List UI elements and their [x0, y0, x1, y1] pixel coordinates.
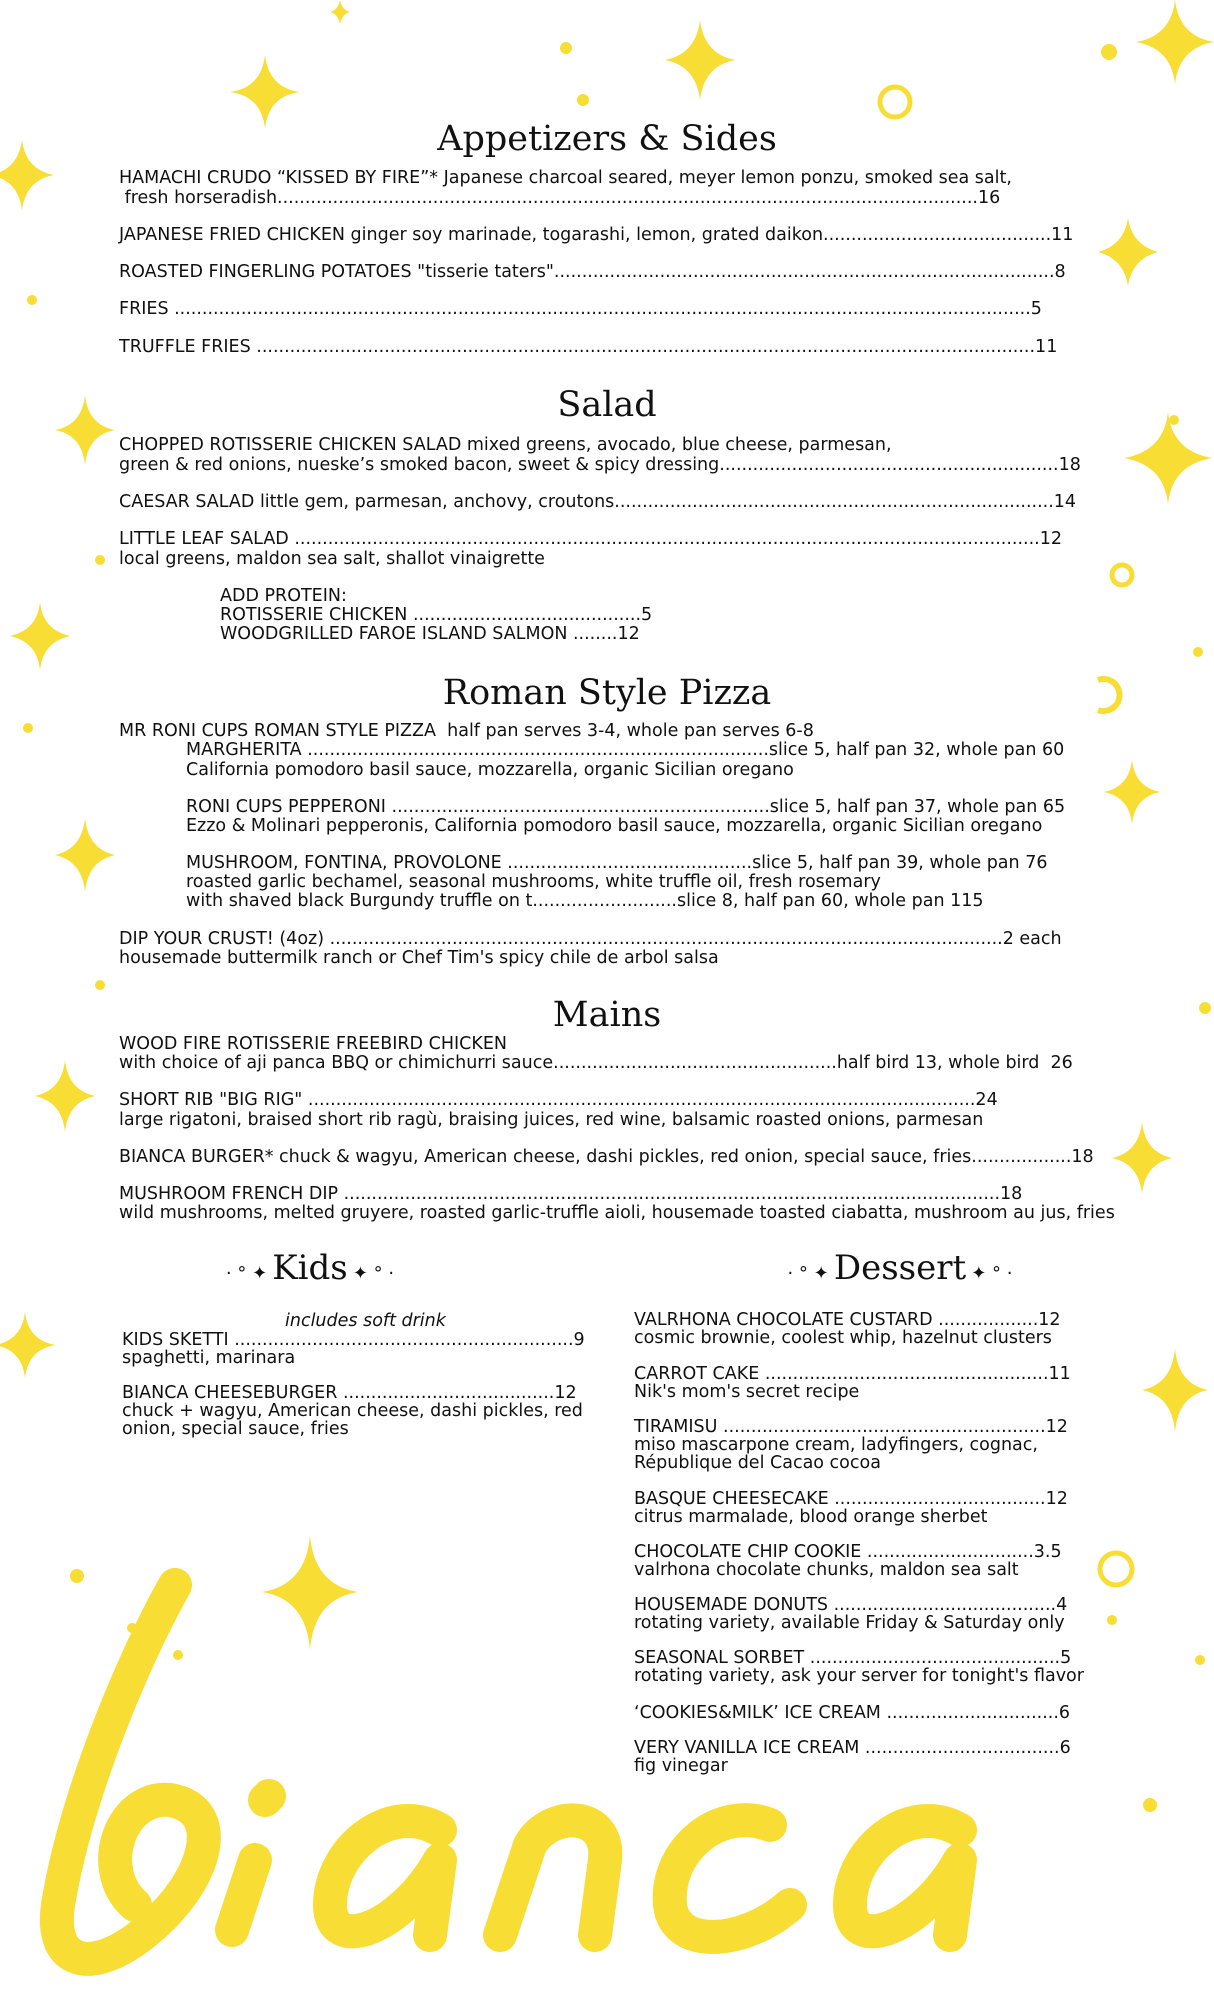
tiramisu-desc: miso mascarpone cream, ladyfingers, cognac,	[634, 1435, 1038, 1455]
dip-your-crust-item: DIP YOUR CRUST! (4oz) .........................................................................................................................2 each	[119, 929, 1062, 949]
mushroom-french-dip-desc: wild mushrooms, melted gruyere, roasted garlic-truffle aioli, housemade toasted ciabatta, mushroom au jus, fries	[119, 1203, 1115, 1223]
little-leaf-salad-desc: local greens, maldon sea salt, shallot vinaigrette	[119, 549, 545, 569]
housemade-donuts-item: HOUSEMADE DONUTS ........................................4	[634, 1595, 1068, 1615]
very-vanilla-desc: fig vinegar	[634, 1756, 728, 1776]
salad-heading: Salad	[557, 385, 657, 425]
mushroom-fontina-truffle: with shaved black Burgundy truffle on t..........................slice 8, half pan 60, whole pan 115	[186, 891, 984, 911]
carrot-cake-desc: Nik's mom's secret recipe	[634, 1382, 860, 1402]
dessert-ornament-left: · ° ✦	[787, 1263, 829, 1284]
kids-ornament-left: · ° ✦	[225, 1263, 268, 1284]
rotisserie-chicken-item: WOOD FIRE ROTISSERIE FREEBIRD CHICKEN	[119, 1034, 507, 1054]
housemade-donuts-desc: rotating variety, available Friday & Saturday only	[634, 1613, 1065, 1633]
rotisserie-chicken-desc: with choice of aji panca BBQ or chimichurri sauce...................................................half bird 13, whole bird 26	[119, 1053, 1073, 1073]
margherita-item: MARGHERITA ...................................................................................slice 5, half pan 32, whole pan 60	[186, 740, 1065, 760]
hamachi-crudo-item: HAMACHI CRUDO “KISSED BY FIRE”* Japanese charcoal seared, meyer lemon ponzu, smoked sea salt,	[119, 168, 1012, 188]
cookies-and-milk-item: ‘COOKIES&MILK’ ICE CREAM ...............................6	[634, 1703, 1071, 1723]
tiramisu-desc-cont: République del Cacao cocoa	[634, 1453, 881, 1473]
mains-heading: Mains	[552, 995, 662, 1035]
kids-heading-row	[140, 1248, 480, 1288]
add-protein-chicken: ROTISSERIE CHICKEN .........................................5	[220, 605, 653, 625]
short-rib-desc: large rigatoni, braised short rib ragù, braising juices, red wine, balsamic roasted onions, parmesan	[119, 1110, 984, 1130]
mushroom-fontina-desc: roasted garlic bechamel, seasonal mushrooms, white truffle oil, fresh rosemary	[186, 872, 881, 892]
pizza-heading: Roman Style Pizza	[442, 673, 772, 713]
appetizers-heading: Appetizers & Sides	[437, 119, 777, 159]
tiramisu-item: TIRAMISU ..........................................................12	[634, 1417, 1068, 1437]
kids-heading: Kids	[272, 1248, 348, 1288]
mushroom-fontina-item: MUSHROOM, FONTINA, PROVOLONE ............................................slice 5, half pan 39, whole pan 76	[186, 853, 1048, 873]
dessert-heading: Dessert	[833, 1248, 967, 1288]
kids-cheeseburger-desc-cont: onion, special sauce, fries	[122, 1419, 349, 1439]
kids-sketti-desc: spaghetti, marinara	[122, 1348, 296, 1368]
very-vanilla-item: VERY VANILLA ICE CREAM ...................................6	[634, 1738, 1071, 1758]
seasonal-sorbet-desc: rotating variety, ask your server for tonight's flavor	[634, 1666, 1084, 1686]
kids-ornament-right: ✦ ° ·	[352, 1263, 395, 1284]
chocolate-chip-cookie-desc: valrhona chocolate chunks, maldon sea salt	[634, 1560, 1019, 1580]
kids-note: includes soft drink	[285, 1311, 446, 1331]
add-protein-label: ADD PROTEIN:	[220, 586, 347, 606]
carrot-cake-item: CARROT CAKE ...................................................11	[634, 1364, 1071, 1384]
japanese-fried-chicken-item: JAPANESE FRIED CHICKEN ginger soy marinade, togarashi, lemon, grated daikon.........................................11	[119, 225, 1074, 245]
truffle-fries-item: TRUFFLE FRIES ............................................................................................................................................11	[119, 337, 1058, 357]
chopped-salad-item: CHOPPED ROTISSERIE CHICKEN SALAD mixed greens, avocado, blue cheese, parmesan,	[119, 435, 892, 455]
seasonal-sorbet-item: SEASONAL SORBET .............................................5	[634, 1648, 1072, 1668]
caesar-salad-item: CAESAR SALAD little gem, parmesan, anchovy, croutons...............................................................................14	[119, 492, 1077, 512]
chocolate-custard-desc: cosmic brownie, coolest whip, hazelnut clusters	[634, 1328, 1052, 1348]
bianca-burger-item: BIANCA BURGER* chuck & wagyu, American cheese, dashi pickles, red onion, special sauce, fries..................18	[119, 1147, 1094, 1167]
fries-item: FRIES ..........................................................................................................................................................5	[119, 299, 1042, 319]
chocolate-chip-cookie-item: CHOCOLATE CHIP COOKIE ..............................3.5	[634, 1542, 1062, 1562]
chopped-salad-item-cont: green & red onions, nueske’s smoked bacon, sweet & spicy dressing.............................................................18	[119, 455, 1081, 475]
dessert-heading-row	[700, 1248, 1100, 1288]
mushroom-french-dip-item: MUSHROOM FRENCH DIP ......................................................................................................................18	[119, 1184, 1023, 1204]
dip-your-crust-desc: housemade buttermilk ranch or Chef Tim's spicy chile de arbol salsa	[119, 948, 719, 968]
roasted-fingerling-potatoes-item: ROASTED FINGERLING POTATOES "tisserie taters"..........................................................................................8	[119, 262, 1066, 282]
little-leaf-salad-item: LITTLE LEAF SALAD ......................................................................................................................................12	[119, 529, 1063, 549]
roni-cups-pepperoni-item: RONI CUPS PEPPERONI ....................................................................slice 5, half pan 37, whole pan 65	[186, 797, 1066, 817]
kids-cheeseburger-item: BIANCA CHEESEBURGER ......................................12	[122, 1383, 577, 1403]
chocolate-custard-item: VALRHONA CHOCOLATE CUSTARD ..................12	[634, 1310, 1061, 1330]
basque-cheesecake-item: BASQUE CHEESECAKE ......................................12	[634, 1489, 1068, 1509]
roni-cups-pepperoni-desc: Ezzo & Molinari pepperonis, California pomodoro basil sauce, mozzarella, organic Sicilian oregano	[186, 816, 1043, 836]
add-protein-salmon: WOODGRILLED FAROE ISLAND SALMON ........12	[220, 624, 640, 644]
basque-cheesecake-desc: citrus marmalade, blood orange sherbet	[634, 1507, 988, 1527]
dessert-ornament-right: ✦ ° ·	[971, 1263, 1013, 1284]
kids-sketti-item: KIDS SKETTI .............................................................9	[122, 1330, 585, 1350]
pizza-intro: MR RONI CUPS ROMAN STYLE PIZZA half pan serves 3-4, whole pan serves 6-8	[119, 721, 814, 741]
short-rib-item: SHORT RIB "BIG RIG" ........................................................................................................................24	[119, 1090, 998, 1110]
kids-cheeseburger-desc: chuck + wagyu, American cheese, dashi pickles, red	[122, 1401, 583, 1421]
margherita-desc: California pomodoro basil sauce, mozzarella, organic Sicilian oregano	[186, 760, 794, 780]
hamachi-crudo-item-cont: fresh horseradish..............................................................................................................................16	[119, 188, 1001, 208]
